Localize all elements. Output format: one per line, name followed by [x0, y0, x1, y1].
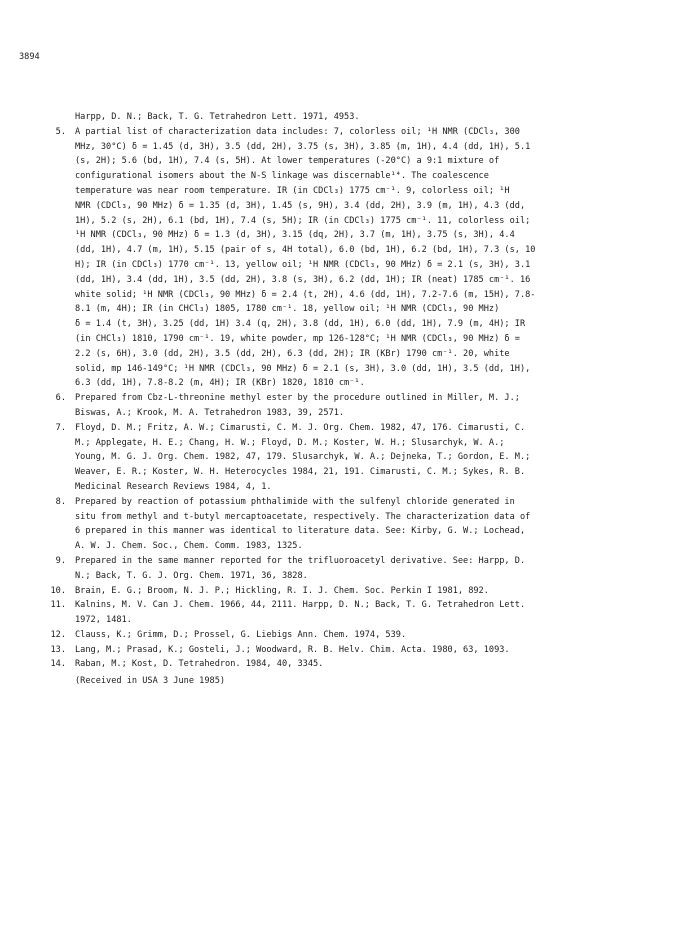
reference-line: MHz, 30°C) δ = 1.45 (d, 3H), 3.5 (dd, 2H), 3.75 (s, 3H), 3.85 (m, 1H), 4.4 (dd, 1H), 5.1	[75, 141, 531, 152]
reference-number: 8.	[55, 496, 66, 507]
reference-line: Prepared from Cbz-L-threonine methyl ester by the procedure outlined in Miller, M. J.;	[75, 393, 520, 404]
reference-line: 1H), 5.2 (s, 2H), 6.1 (bd, 1H), 7.4 (s, 5H); IR (in CDCl₃) 1775 cm⁻¹. 11, colorless oil;	[75, 215, 531, 226]
reference-line: Prepared in the same manner reported for the trifluoroacetyl derivative. See: Harpp, D.	[75, 555, 526, 566]
reference-number: 5.	[55, 126, 66, 137]
reference-line: Biswas, A.; Krook, M. A. Tetrahedron 1983, 39, 2571.	[75, 407, 345, 418]
reference-text	[75, 391, 660, 421]
reference-number: 14.	[50, 659, 66, 670]
reference-item	[40, 584, 660, 599]
reference-number: 6.	[55, 393, 66, 404]
reference-line: Young, M. G. J. Org. Chem. 1982, 47, 179. Slusarchyk, W. A.; Dejneka, T.; Gordon, E. M.;	[75, 452, 531, 463]
reference-line: H); IR (in CDCl₃) 1770 cm⁻¹. 13, yellow oil; ¹H NMR (CDCl₃, 90 MHz) δ = 2.1 (s, 3H), 3.1	[75, 259, 531, 270]
reference-text	[75, 421, 660, 495]
reference-line: Weaver, E. R.; Koster, W. H. Heterocycles 1984, 21, 191. Cimarusti, C. M.; Sykes, R. B.	[75, 467, 526, 478]
reference-number: 13.	[50, 644, 66, 655]
reference-text	[75, 495, 660, 554]
reference-line: 6 prepared in this manner was identical to literature data. See: Kirby, G. W.; Lochead,	[75, 526, 526, 537]
reference-line: A partial list of characterization data includes: 7, colorless oil; ¹H NMR (CDCl₃, 300	[75, 126, 520, 137]
reference-line: Medicinal Research Reviews 1984, 4, 1.	[75, 481, 272, 492]
reference-text	[75, 643, 660, 658]
received-date-note: (Received in USA 3 June 1985)	[75, 676, 226, 687]
reference-item	[40, 495, 660, 554]
reference-line: N.; Back, T. G. J. Org. Chem. 1971, 36, 3828.	[75, 570, 308, 581]
reference-line: M.; Applegate, H. E.; Chang, H. W.; Floyd, D. M.; Koster, W. H.; Slusarchyk, W. A.;	[75, 437, 505, 448]
reference-line: configurational isomers about the N-S linkage was discernable¹⁴. The coalescence	[75, 171, 489, 182]
reference-line: A. W. J. Chem. Soc., Chem. Comm. 1983, 1325.	[75, 541, 303, 552]
continued-reference	[75, 110, 660, 125]
reference-line: ¹H NMR (CDCl₃, 90 MHz) δ = 1.3 (d, 3H), 3.15 (dq, 2H), 3.7 (m, 1H), 3.75 (s, 3H), 4.4	[75, 230, 515, 241]
reference-text	[75, 598, 660, 628]
reference-number: 9.	[55, 555, 66, 566]
reference-line: δ = 1.4 (t, 3H), 3.25 (dd, 1H) 3.4 (q, 2H), 3.8 (dd, 1H), 6.0 (dd, 1H), 7.9 (m, 4H); IR	[75, 319, 526, 330]
reference-line: 8.1 (m, 4H); IR (in CHCl₃) 1805, 1780 cm⁻¹. 18, yellow oil; ¹H NMR (CDCl₃, 90 MHz)	[75, 304, 500, 315]
reference-number: 11.	[50, 600, 66, 611]
reference-line: Prepared by reaction of potassium phthalimide with the sulfenyl chloride generated in	[75, 496, 515, 507]
reference-item	[40, 657, 660, 672]
reference-text	[75, 657, 660, 672]
reference-line: situ from methyl and t-butyl mercaptoacetate, respectively. The characterization data of	[75, 511, 531, 522]
reference-item	[40, 421, 660, 495]
reference-item	[40, 628, 660, 643]
reference-line: Lang, M.; Prasad, K.; Gosteli, J.; Woodward, R. B. Helv. Chim. Acta. 1980, 63, 1093.	[75, 644, 510, 655]
reference-list	[40, 110, 660, 689]
reference-item	[40, 598, 660, 628]
reference-line: Floyd, D. M.; Fritz, A. W.; Cimarusti, C. M. J. Org. Chem. 1982, 47, 176. Cimarusti, C.	[75, 422, 526, 433]
page-number: 3894	[19, 52, 40, 62]
reference-number: 7.	[55, 422, 66, 433]
reference-text	[75, 628, 660, 643]
reference-item	[40, 554, 660, 584]
reference-line: 2.2 (s, 6H), 3.0 (dd, 2H), 3.5 (dd, 2H), 6.3 (dd, 2H); IR (KBr) 1790 cm⁻¹. 20, white	[75, 348, 510, 359]
reference-line: solid, mp 146-149°C; ¹H NMR (CDCl₃, 90 MHz) δ = 2.1 (s, 3H), 3.0 (dd, 1H), 3.5 (dd, 1H),	[75, 363, 531, 374]
reference-text	[75, 125, 660, 391]
reference-line: Brain, E. G.; Broom, N. J. P.; Hickling, R. I. J. Chem. Soc. Perkin I 1981, 892.	[75, 585, 489, 596]
reference-line: Harpp, D. N.; Back, T. G. Tetrahedron Lett. 1971, 4953.	[75, 112, 360, 122]
reference-line: (in CHCl₃) 1810, 1790 cm⁻¹. 19, white powder, mp 126-128°C; ¹H NMR (CDCl₃, 90 MHz) δ =	[75, 333, 520, 344]
reference-line: Clauss, K.; Grimm, D.; Prossel, G. Liebigs Ann. Chem. 1974, 539.	[75, 629, 407, 640]
reference-item	[40, 125, 660, 391]
reference-number: 10.	[50, 585, 66, 596]
reference-item	[40, 643, 660, 658]
reference-text	[75, 584, 660, 599]
reference-line: (dd, 1H), 3.4 (dd, 1H), 3.5 (dd, 2H), 3.8 (s, 3H), 6.2 (dd, 1H); IR (neat) 1785 cm⁻¹. 16	[75, 274, 531, 285]
reference-line: 6.3 (dd, 1H), 7.8-8.2 (m, 4H); IR (KBr) 1820, 1810 cm⁻¹.	[75, 378, 365, 389]
reference-line: Kalnins, M. V. Can J. Chem. 1966, 44, 2111. Harpp, D. N.; Back, T. G. Tetrahedron Lett.	[75, 600, 526, 611]
reference-line: Raban, M.; Kost, D. Tetrahedron. 1984, 40, 3345.	[75, 659, 324, 670]
reference-line: NMR (CDCl₃, 90 MHz) δ = 1.35 (d, 3H), 1.45 (s, 9H), 3.4 (dd, 2H), 3.9 (m, 1H), 4.3 (dd,	[75, 200, 526, 211]
reference-line: 1972, 1481.	[75, 615, 132, 626]
reference-line: white solid; ¹H NMR (CDCl₃, 90 MHz) δ = 2.4 (t, 2H), 4.6 (dd, 1H), 7.2-7.6 (m, 15H), 7.8-	[75, 289, 536, 300]
reference-line: (s, 2H); 5.6 (bd, 1H), 7.4 (s, 5H). At lower temperatures (-20°C) a 9:1 mixture of	[75, 156, 500, 167]
reference-text	[75, 554, 660, 584]
reference-line: temperature was near room temperature. IR (in CDCl₃) 1775 cm⁻¹. 9, colorless oil; ¹H	[75, 185, 510, 196]
reference-number: 12.	[50, 629, 66, 640]
reference-item	[40, 391, 660, 421]
reference-line: (dd, 1H), 4.7 (m, 1H), 5.15 (pair of s, 4H total), 6.0 (bd, 1H), 6.2 (bd, 1H), 7.3 (s, 10	[75, 245, 536, 256]
